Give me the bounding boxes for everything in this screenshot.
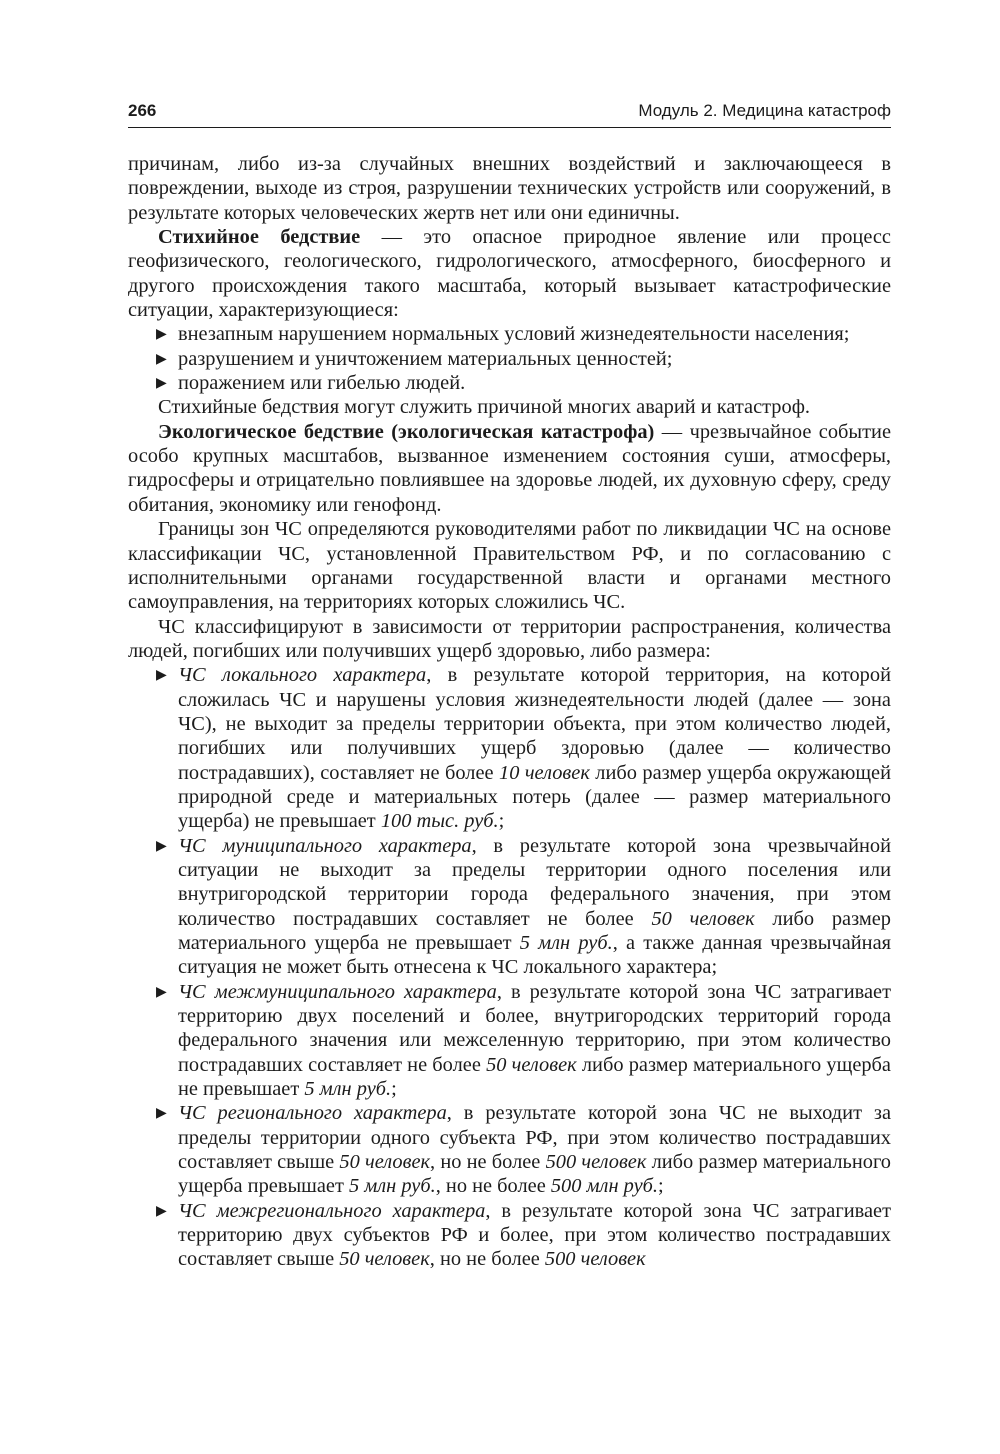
paragraph-natural-disaster: Стихийное бедствие — это опасное природное явление или процесс геофизического, геологического, гидрологического, атмосферного, биосферного и другого происхождения такого масштаба, который вызывает катастрофические ситуации, характеризующиеся: [128,226,891,322]
list-item: ▶ внезапным нарушением нормальных условий жизнедеятельности населения; [156,323,850,346]
list-item: ▶ поражением или гибелью людей. [156,372,466,395]
term: Стихийное бедствие [158,226,361,249]
list-item-municipal: ▶ ЧС муниципального характера, в результате которой зона чрезвычайной ситуации не выходит за пределы территории одного поселения или внутригородской территории города федерального значения, при этом количество пострадавших составляет не более 50 человек либо размер материального ущерба не превышает 5 млн руб., а также данная чрезвычайная ситуация не может быть отнесена к ЧС локального характера; [156,834,892,979]
running-title: Модуль 2. Медицина катастроф [638,101,891,120]
bullet-icon: ▶ [156,1203,167,1219]
bullet-icon: ▶ [156,1106,167,1122]
list-item-local: ▶ ЧС локального характера, в результате которой территория, на которой сложилась ЧС и нарушены условия жизнедеятельности людей (далее — зона ЧС), не выходит за пределы территории объекта, при этом количество людей, погибших или получивших ущерб здоровью (далее — количество пострадавших), составляет не более 10 человек либо размер ущерба окружающей природной среде и материальных потерь (далее — размер материального ущерба) не превышает 100 тыс. руб.; [156,664,891,833]
paragraph: Границы зон ЧС определяются руководителями работ по ликвидации ЧС на основе классификации ЧС, установленной Правительством РФ, и по согласованию с исполнительными органами государственной власти и органами местного самоуправления, на территориях которых сложились ЧС. [128,518,891,614]
bullet-list [128,322,891,395]
bullet-icon: ▶ [156,838,167,854]
page-header [128,100,891,128]
list-item-interregional: ▶ ЧС межрегионального характера, в результате которой зона ЧС затрагивает территорию двух субъектов РФ и более, при этом количество пострадавших составляет свыше 50 человек, но не более 500 человек [156,1199,891,1271]
paragraph: причинам, либо из-за случайных внешних воздействий и заключающееся в повреждении, выходе из строя, разрушении технических устройств или сооружений, в результате которых человеческих жертв нет или они единичны. [128,153,891,224]
bullet-icon: ▶ [156,668,167,684]
bullet-icon: ▶ [156,984,167,1000]
document-page [128,100,891,1272]
paragraph: ЧС классифицируют в зависимости от территории распространения, количества людей, погибших или получивших ущерб здоровью, либо размера: [128,615,891,662]
term: Экологическое бедствие (экологическая катастрофа) [158,420,655,443]
list-item-regional: ▶ ЧС регионального характера, в результате которой зона ЧС не выходит за пределы территории одного субъекта РФ, при этом количество пострадавших составляет свыше 50 человек, но не более 500 человек либо размер материального ущерба превышает 5 млн руб., но не более 500 млн руб.; [156,1102,891,1198]
paragraph-ecological-disaster: Экологическое бедствие (экологическая катастрофа) — чрезвычайное событие особо крупных масштабов, вызванное изменением состояния суши, атмосферы, гидросферы и отрицательно повлиявшее на здоровье людей, их духовную сферу, среду обитания, экономику или генофонд. [128,420,891,516]
bullet-icon: ▶ [156,327,167,343]
bullet-icon: ▶ [156,376,167,392]
page-number: 266 [128,101,157,120]
paragraph: Стихийные бедствия могут служить причиной многих аварий и катастроф. [158,396,811,419]
classification-list [128,663,891,1272]
list-item: ▶ разрушением и уничтожением материальных ценностей; [156,347,673,370]
list-item-intermunicipal: ▶ ЧС межмуниципального характера, в результате которой зона ЧС затрагивает территорию двух поселений и более, внутригородских территорий города федерального значения или межселенную территорию, при этом количество пострадавших составляет не более 50 человек либо размер материального ущерба не превышает 5 млн руб.; [156,980,891,1101]
bullet-icon: ▶ [156,351,167,367]
